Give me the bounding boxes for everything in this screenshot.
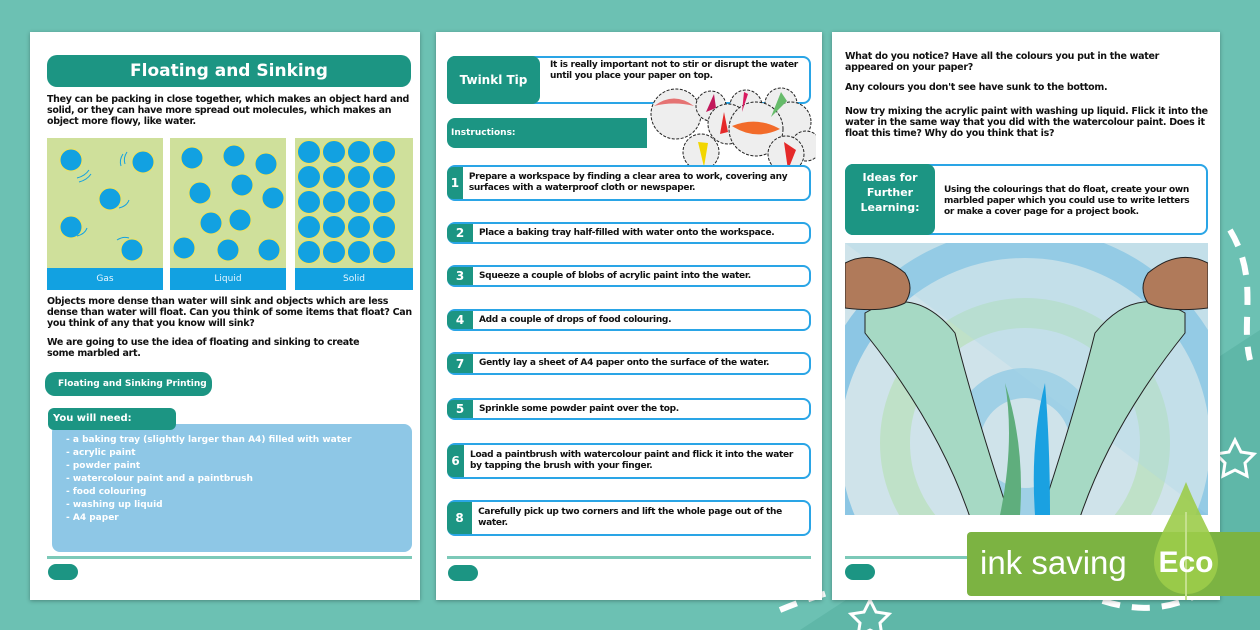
marbles-illustration <box>636 84 816 174</box>
step-text: Prepare a workspace by finding a clear area to work, covering any surfaces with a waterproof cloth or newspaper. <box>468 172 788 193</box>
solid-particle <box>298 241 321 264</box>
materials-box <box>52 424 412 552</box>
label-liquid: Liquid <box>170 268 286 290</box>
intro-text: They can be packing in close together, which makes an object hard and solid, or they can have more spread out molecules, which makes an object more flowy, like water. <box>47 94 410 127</box>
solid-particle <box>348 166 371 189</box>
solid-particle <box>323 241 346 264</box>
ideas-text: Using the colourings that do float, create your own marbled paper which you could use to write letters or make a cover page for a project book. <box>944 185 1190 217</box>
marbled-art-text: We are going to use the idea of floating and sinking to create some marbled art. <box>47 337 360 359</box>
states-of-matter-diagram <box>47 138 413 268</box>
solid-particle <box>298 216 321 239</box>
instruction-step <box>447 165 811 201</box>
tip-label: Twinkl Tip <box>447 56 540 104</box>
solid-particle <box>373 241 396 264</box>
sunk-text: Any colours you don't see have sunk to the bottom. <box>845 82 1108 93</box>
solid-particle <box>348 216 371 239</box>
solid-particle <box>373 216 396 239</box>
step-text: Add a couple of drops of food colouring. <box>479 314 672 325</box>
solid-particle <box>348 241 371 264</box>
tip-text: It is really important not to stir or disrupt the water until you place your paper on top. <box>550 60 798 81</box>
solid-particle <box>298 191 321 214</box>
solid-particle <box>373 166 396 189</box>
material-item: - powder paint <box>66 461 141 471</box>
footer-divider <box>447 556 811 559</box>
material-item: - food colouring <box>66 487 147 497</box>
step-number: 4 <box>447 311 473 329</box>
material-item: - acrylic paint <box>66 448 136 458</box>
step-text: Gently lay a sheet of A4 paper onto the surface of the water. <box>479 358 770 368</box>
ink-saving-label: ink saving <box>980 544 1127 581</box>
page-title: Floating and Sinking <box>47 55 411 87</box>
instruction-step <box>447 443 811 479</box>
instruction-step <box>447 265 811 287</box>
step-text: Place a baking tray half-filled with water onto the workspace. <box>479 227 775 238</box>
twinkl-logo <box>448 565 478 581</box>
step-number: 2 <box>447 224 473 242</box>
instruction-step <box>447 500 811 536</box>
materials-heading: You will need: <box>48 408 176 430</box>
instruction-step <box>447 309 811 331</box>
material-item: - A4 paper <box>66 513 119 523</box>
material-item: - watercolour paint and a paintbrush <box>66 474 253 484</box>
step-number: 3 <box>447 267 473 285</box>
step-number: 1 <box>447 167 463 199</box>
material-item: - a baking tray (slightly larger than A4) filled with water <box>66 435 352 445</box>
instruction-step <box>447 398 811 420</box>
solid-particle <box>348 191 371 214</box>
label-solid: Solid <box>295 268 413 290</box>
pouring-illustration <box>845 243 1208 515</box>
material-item: - washing up liquid <box>66 500 163 510</box>
notice-text: What do you notice? Have all the colours you put in the water appeared on your paper? <box>845 51 1159 73</box>
eco-label: Eco <box>1158 546 1214 579</box>
instructions-heading: Instructions: <box>447 118 647 148</box>
solid-particle <box>323 166 346 189</box>
solid-particle <box>298 166 321 189</box>
step-number: 6 <box>447 445 464 477</box>
step-number: 7 <box>447 354 473 373</box>
solid-particle <box>298 141 321 164</box>
step-number: 5 <box>447 400 473 418</box>
solid-particle <box>323 216 346 239</box>
twinkl-logo <box>845 564 875 580</box>
instruction-step <box>447 352 811 375</box>
section-heading: Floating and Sinking Printing <box>45 372 212 396</box>
footer-divider <box>47 556 412 559</box>
step-text: Squeeze a couple of blobs of acrylic paint into the water. <box>479 270 751 281</box>
step-text: Sprinkle some powder paint over the top. <box>479 403 679 414</box>
step-text: Load a paintbrush with watercolour paint and flick it into the water by tapping the brush with your finger. <box>470 450 793 471</box>
solid-particle <box>373 191 396 214</box>
solid-particle <box>373 141 396 164</box>
label-gas: Gas <box>47 268 163 290</box>
solid-particle <box>323 191 346 214</box>
twinkl-logo <box>48 564 78 580</box>
density-text: Objects more dense than water will sink and objects which are less dense than water will float. Can you think of some items that float? Can you think of any that you know will sink? <box>47 296 412 329</box>
mixing-text: Now try mixing the acrylic paint with washing up liquid. Flick it into the water in the same way that you did with the watercolour paint. Does it float this time? Why do you think that is? <box>845 106 1208 139</box>
step-text: Carefully pick up two corners and lift the whole page out of the water. <box>478 507 782 528</box>
solid-particle <box>348 141 371 164</box>
instruction-step <box>447 222 811 244</box>
solid-particle <box>323 141 346 164</box>
ideas-label: Ideas for Further Learning: <box>845 164 935 235</box>
step-number: 8 <box>447 502 472 534</box>
